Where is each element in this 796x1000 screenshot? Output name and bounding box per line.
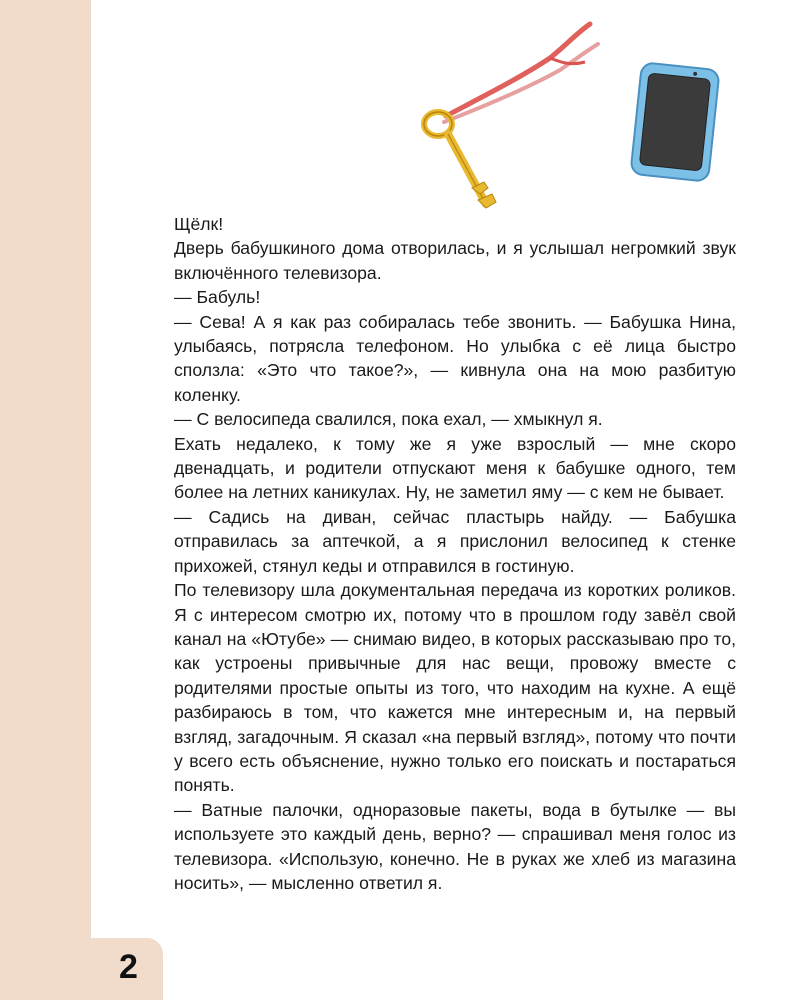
paragraph: — С велосипеда свалился, пока ехал, — хмыкнул я.	[174, 409, 603, 430]
paragraph: Дверь бабушкиного дома отворилась, и я услышал негромкий звук включённого телевизора.	[174, 238, 736, 283]
story-text	[174, 212, 736, 895]
phone-icon	[628, 62, 728, 184]
paragraph: По телевизору шла документальная передача из коротких роликов. Я с интересом смотрю их, потому что в прошлом году завёл свой канал на «Ютубе» — снимаю видео, в которых рассказываю про то, как устроены привычные для нас вещи, провожу вместе с родителями простые опыты из того, что находим на кухне. А ещё разбираюсь в том, что кажется мне интересным и, на первый взгляд, загадочным. Я сказал «на первый взгляд», потому что почти у всего есть объяснение, нужно только его поискать и постараться понять.	[174, 580, 736, 796]
page-margin-strip	[0, 0, 91, 1000]
paragraph: Ехать недалеко, к тому же я уже взрослый — мне скоро двенадцать, и родители отпускают меня к бабушке одного, тем более на летних каникулах. Ну, не заметил яму — с кем не бывает.	[174, 433, 736, 503]
paragraph: — Садись на диван, сейчас пластырь найду. — Бабушка отправилась за аптечкой, а я прислонил велосипед к стенке прихожей, стянул кеды и отправился в гостиную.	[174, 506, 736, 576]
page-number: 2	[119, 948, 138, 986]
page-number-tab	[91, 938, 163, 1000]
paragraph: — Сева! А я как раз собиралась тебе звонить. — Бабушка Нина, улыбаясь, потрясла телефоном. Но улыбка с её лица быстро сползла: «Это что такое?», — кивнула она на мою разбитую коленку.	[174, 311, 736, 405]
key-icon	[410, 18, 610, 218]
paragraph: — Ватные палочки, одноразовые пакеты, вода в бутылке — вы используете это каждый день, верно? — спрашивал меня голос из телевизора. «Использую, конечно. Не в руках же хлеб из магазина носить», — мысленно ответил я.	[174, 799, 736, 893]
paragraph: — Бабуль!	[174, 287, 261, 308]
paragraph: Щёлк!	[174, 214, 224, 234]
